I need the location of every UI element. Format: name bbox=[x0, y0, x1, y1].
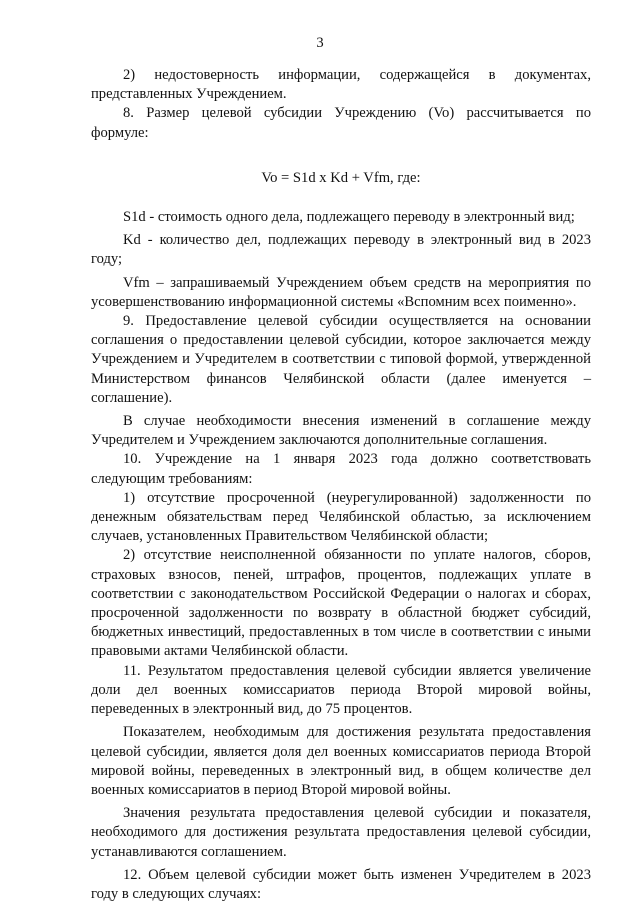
paragraph: 2) недостоверность информации, содержащейся в документах, представленных Учреждением. bbox=[91, 67, 591, 103]
document-body bbox=[91, 66, 591, 904]
paragraph: 12. Объем целевой субсидии может быть изменен Учредителем в 2023 году в следующих случаях: bbox=[91, 866, 591, 902]
paragraph: S1d - стоимость одного дела, подлежащего переводу в электронный вид; bbox=[123, 209, 575, 226]
page-number: 3 bbox=[316, 35, 324, 51]
paragraph: Значения результата предоставления целевой субсидии и показателя, необходимого для достижения результата предоставления целевой субсидии, устанавливаются соглашением. bbox=[91, 805, 591, 860]
formula: Vo = S1d x Kd + Vfm, где: bbox=[261, 169, 421, 186]
paragraph: Vfm – запрашиваемый Учреждением объем средств на мероприятия по усовершенствованию информационной системы «Вспомним всех поименно». bbox=[91, 274, 591, 310]
paragraph: 8. Размер целевой субсидии Учреждению (Vo) рассчитывается по формуле: bbox=[91, 105, 591, 141]
paragraph: Kd - количество дел, подлежащих переводу в электронный вид в 2023 году; bbox=[91, 232, 591, 268]
paragraph: Показателем, необходимым для достижения результата предоставления целевой субсидии, является доля дел военных комиссариатов периода Второй мировой войны, переведенных в электронный вид, в общем количестве дел военных комиссариатов в период Второй мировой войны. bbox=[91, 724, 591, 798]
paragraph: В случае необходимости внесения изменений в соглашение между Учредителем и Учреждением заключаются дополнительные соглашения. bbox=[91, 413, 591, 449]
paragraph: 1) отсутствие просроченной (неурегулированной) задолженности по денежным обязательствам перед Челябинской областью, за исключением случаев, установленных Правительством Челябинской области; bbox=[91, 489, 591, 545]
paragraph: 9. Предоставление целевой субсидии осуществляется на основании соглашения о предоставлении целевой субсидии, которое заключается между Учреждением и Учредителем в соответствии с типовой формой, утвержденной Министерством финансов Челябинской области (далее именуется – соглашение). bbox=[91, 313, 591, 406]
paragraph: 10. Учреждение на 1 января 2023 года должно соответствовать следующим требованиям: bbox=[91, 451, 591, 487]
paragraph: 11. Результатом предоставления целевой субсидии является увеличение доли дел военных комиссариатов периода Второй мировой войны, переведенных в электронный вид, до 75 процентов. bbox=[91, 662, 591, 718]
paragraph: 2) отсутствие неисполненной обязанности по уплате налогов, сборов, страховых взносов, пеней, штрафов, процентов, подлежащих уплате в соответствии с законодательством Российской Федерации о налогах и сборах, просроченной задолженности по возврату в областной бюджет субсидий, бюджетных инвестиций, предоставленных в том числе в соответствии с иными правовыми актами Челябинской области. bbox=[91, 547, 591, 660]
